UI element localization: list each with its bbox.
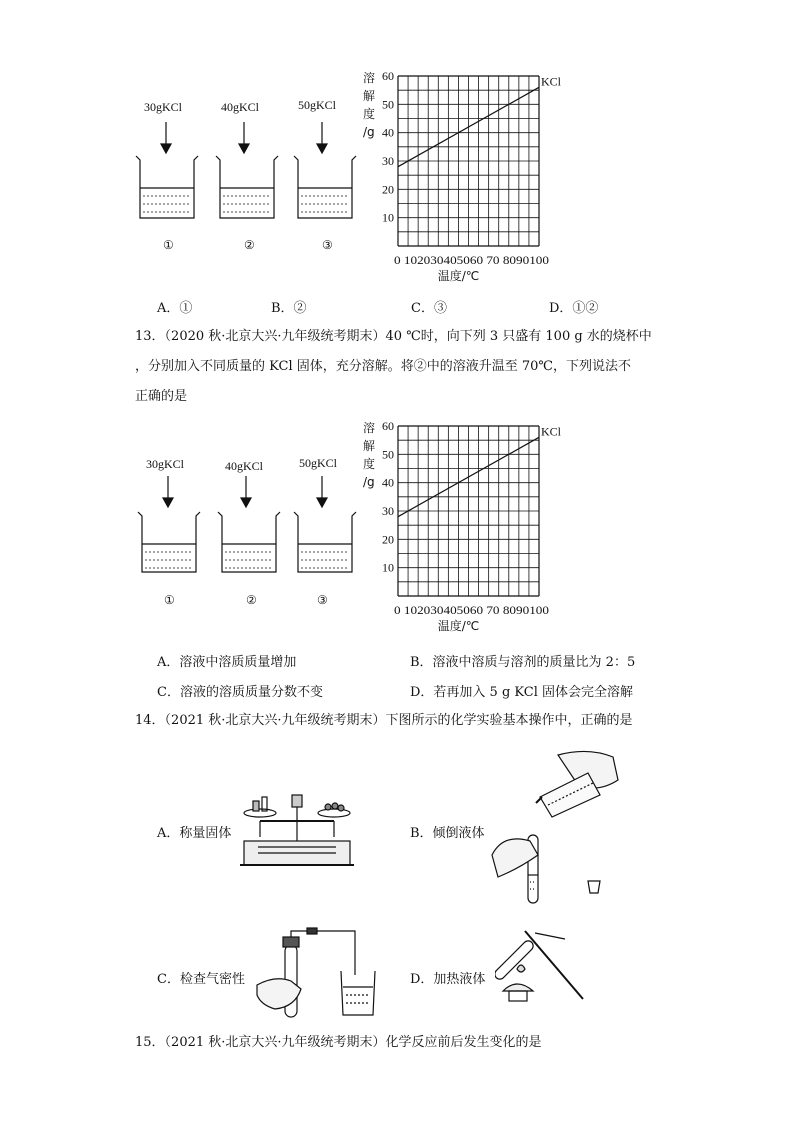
heating-liquid-illustration <box>495 925 590 1005</box>
q14-stem: 14．（2021 秋·北京大兴·九年级统考期末）下图所示的化学实验基本操作中，正确的是 <box>135 713 633 728</box>
y-tick-label: 40 <box>382 125 394 140</box>
q14-option-d: D．加热液体 <box>410 972 486 987</box>
beaker-number-2: ② <box>246 593 257 607</box>
beaker-label-1: 30gKCl <box>144 100 183 114</box>
y-tick-label: 20 <box>382 182 394 197</box>
y-tick-label: 60 <box>382 69 394 83</box>
q12-option-b: B．② <box>271 301 307 316</box>
y-axis-label: 溶 <box>363 71 376 85</box>
q14-option-a: A．称量固体 <box>157 826 232 841</box>
q13-stem-line-1: 13．（2020 秋·北京大兴·九年级统考期末）40 ℃时，向下列 3 只盛有 100 g 水的烧杯中 <box>135 329 652 344</box>
airtightness-check-illustration <box>255 925 380 1020</box>
y-tick-label: 20 <box>382 532 394 547</box>
q12-option-a: A．① <box>157 301 193 316</box>
y-axis-label: 解 <box>363 89 376 103</box>
y-axis-label: 溶 <box>363 421 376 435</box>
y-tick-label: 10 <box>382 210 394 225</box>
q12-option-d: D．①② <box>549 301 599 316</box>
series-label: KCl <box>541 74 562 89</box>
y-tick-label: 30 <box>382 504 394 518</box>
q13-option-b: B．溶液中溶质与溶剂的质量比为 2：5 <box>410 655 636 670</box>
beaker-number-2: ② <box>244 238 255 252</box>
q13-option-a: A．溶液中溶质质量增加 <box>157 655 297 670</box>
y-tick-label: 50 <box>382 97 394 112</box>
beaker-number-1: ① <box>164 593 175 607</box>
beakers-illustration <box>132 472 362 582</box>
y-tick-label: 10 <box>382 560 394 575</box>
solubility-chart-1 <box>355 66 575 286</box>
y-axis-label: 解 <box>363 439 376 453</box>
q13-stem-line-2: ，分别加入不同质量的 KCl 固体，充分溶解。将②中的溶液升温至 70℃，下列说法不 <box>135 359 631 374</box>
q14-option-c: C．检查气密性 <box>157 972 245 987</box>
series-label: KCl <box>541 424 562 439</box>
beaker-number-3: ③ <box>317 593 328 607</box>
q13-stem-line-3: 正确的是 <box>135 389 188 404</box>
beaker-label-2: 40gKCl <box>221 100 260 114</box>
x-axis-label: 温度/℃ <box>437 619 480 633</box>
y-axis-label: /g <box>363 475 375 489</box>
y-tick-label: 60 <box>382 419 394 433</box>
solubility-chart-2 <box>355 416 575 636</box>
beaker-label-2: 40gKCl <box>225 459 264 473</box>
q13-option-c: C．溶液的溶质质量分数不变 <box>157 685 323 700</box>
x-tick-labels: 0 102030405060 70 8090100 <box>394 603 549 617</box>
beaker-label-3: 50gKCl <box>298 98 337 112</box>
y-axis-label: 度 <box>363 107 376 121</box>
x-axis-label: 温度/℃ <box>437 269 480 283</box>
y-axis-label: 度 <box>363 457 376 471</box>
beaker-number-1: ① <box>163 238 174 252</box>
beaker-number-3: ③ <box>322 238 333 252</box>
beaker-label-3: 50gKCl <box>299 456 338 470</box>
y-tick-label: 40 <box>382 475 394 490</box>
q15-stem: 15．（2021 秋·北京大兴·九年级统考期末）化学反应前后发生变化的是 <box>135 1035 542 1050</box>
y-axis-label: /g <box>363 125 375 139</box>
x-tick-labels: 0 102030405060 70 8090100 <box>394 253 549 267</box>
y-tick-label: 50 <box>382 447 394 462</box>
q14-option-b: B．倾倒液体 <box>410 826 485 841</box>
beakers-illustration <box>130 118 360 228</box>
q13-option-d: D．若再加入 5 g KCl 固体会完全溶解 <box>410 685 634 700</box>
q12-option-c: C．③ <box>411 301 447 316</box>
beaker-label-1: 30gKCl <box>146 457 185 471</box>
pouring-liquid-illustration <box>488 745 638 905</box>
y-tick-label: 30 <box>382 154 394 168</box>
balance-illustration <box>240 785 355 870</box>
